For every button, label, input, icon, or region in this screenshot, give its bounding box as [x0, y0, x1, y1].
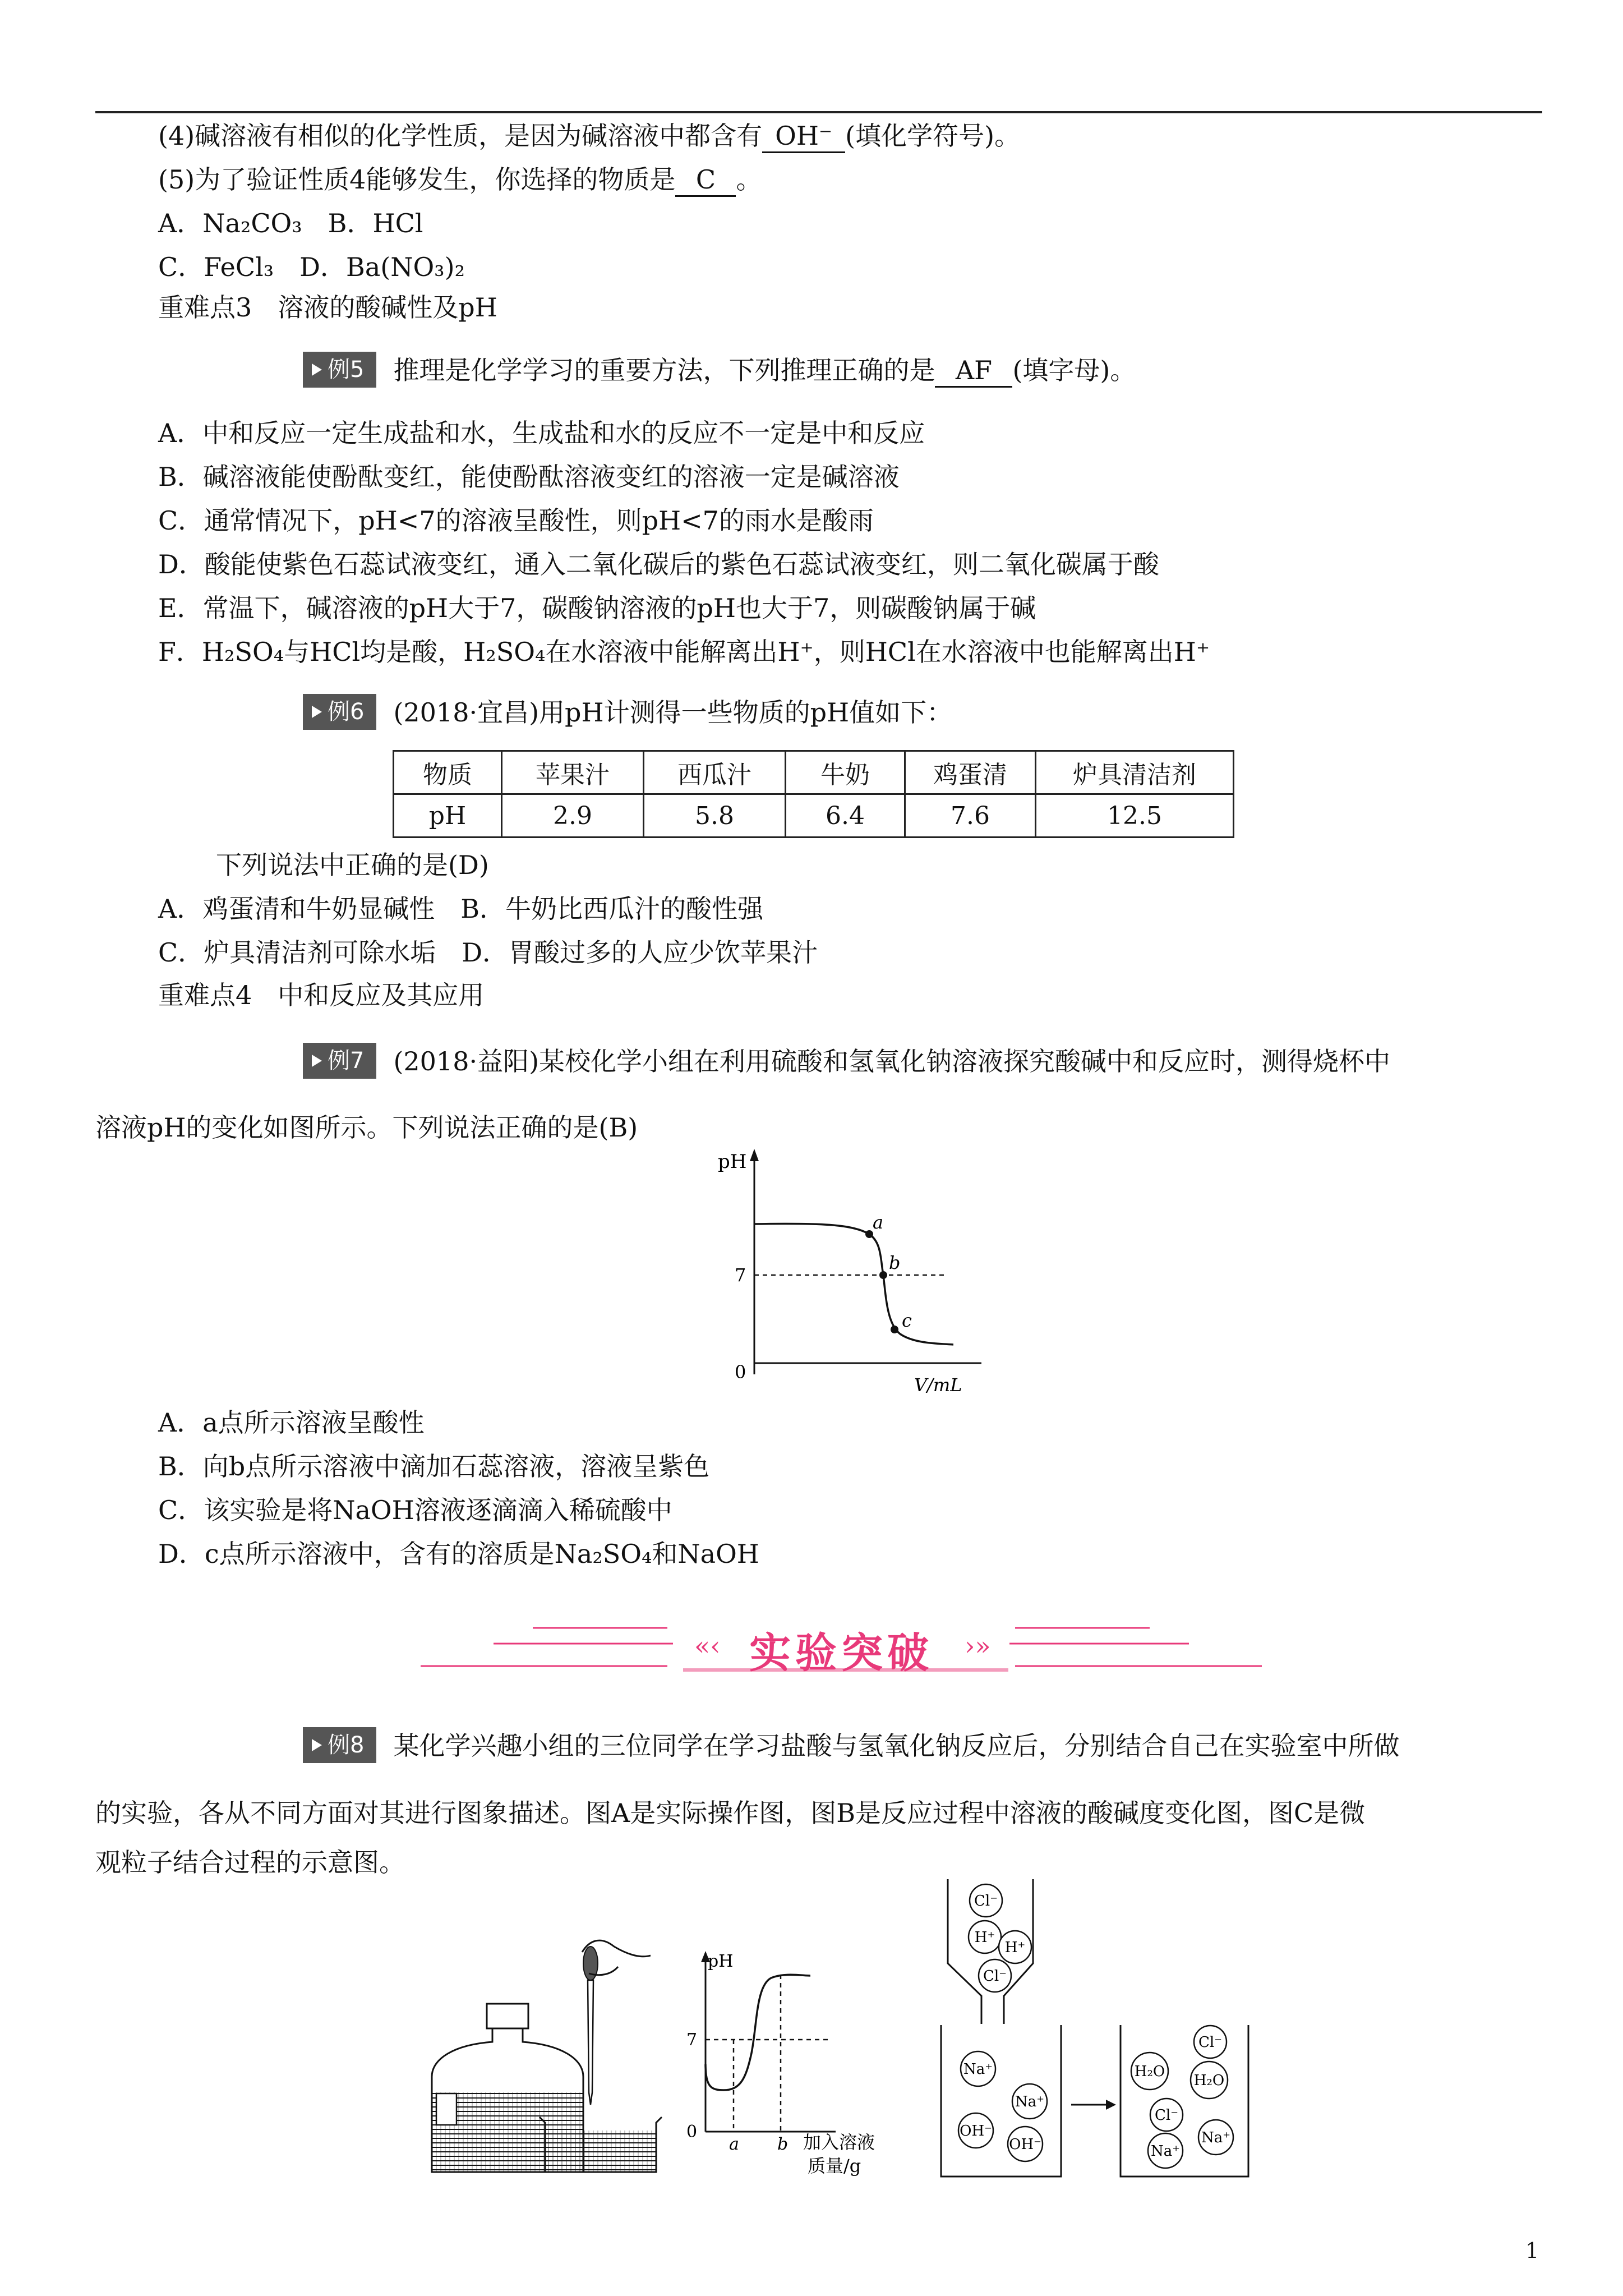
point-a	[865, 1230, 873, 1238]
beaker-liquid	[545, 2131, 656, 2172]
y-axis-arrow	[750, 1149, 759, 1161]
table-cell: 苹果汁	[502, 751, 644, 794]
svg-text:«‹: «‹	[694, 1631, 721, 1661]
ex6-question: 下列说法中正确的是(D)	[216, 850, 489, 880]
x-axis-label-1: 加入溶液	[803, 2132, 875, 2153]
table-cell: pH	[394, 794, 502, 838]
ex6-options-1: A．鸡蛋清和牛奶显碱性 B．牛奶比西瓜汁的酸性强	[158, 894, 764, 924]
header-rule	[95, 111, 1542, 113]
table-cell: 牛奶	[786, 751, 905, 794]
ion-label: Na⁺	[1151, 2143, 1180, 2160]
table-cell: 5.8	[644, 794, 786, 838]
y-axis-label: pH	[718, 1151, 747, 1173]
ex5-option-f: F．H₂SO₄与HCl均是酸，H₂SO₄在水溶液中能解离出H⁺，则HCl在水溶液中也能解离出H⁺	[158, 637, 1210, 667]
ex7-option-a: A．a点所示溶液呈酸性	[158, 1407, 425, 1438]
table-cell: 2.9	[502, 794, 644, 838]
ion-label: Na⁺	[1201, 2129, 1230, 2146]
ion-label: Cl⁻	[1198, 2034, 1222, 2051]
ex7-option-d: D．c点所示溶液中，含有的溶质是Na₂SO₄和NaOH	[158, 1539, 759, 1569]
table-row	[394, 751, 1234, 794]
ion-label: H⁺	[1004, 1939, 1026, 1956]
answer-blank-4: OH⁻	[762, 120, 845, 153]
ex5-option-a: A．中和反应一定生成盐和水，生成盐和水的反应不一定是中和反应	[158, 418, 925, 448]
example-8-line2: 的实验，各从不同方面对其进行图象描述。图A是实际操作图，图B是反应过程中溶液的酸碱度变化图，图C是微	[95, 1798, 1366, 1828]
reaction-arrow-head	[1106, 2100, 1116, 2110]
y-tick-7: 7	[686, 2030, 698, 2050]
ph-table	[393, 750, 1234, 838]
example-5-tag: 例5	[303, 352, 376, 388]
example-8-stem: 例8 某化学兴趣小组的三位同学在学习盐酸与氢氧化钠反应后，分别结合自己在实验室中所做	[303, 1729, 1399, 1765]
example-8-line3: 观粒子结合过程的示意图。	[95, 1847, 405, 1878]
ex5-option-c: C．通常情况下，pH<7的溶液呈酸性，则pH<7的雨水是酸雨	[158, 505, 874, 536]
question-4: (4)碱溶液有相似的化学性质，是因为碱溶液中都含有 OH⁻ (填化学符号)。	[158, 119, 1020, 153]
table-cell: 12.5	[1036, 794, 1234, 838]
question-5: (5)为了验证性质4能够发生，你选择的物质是 C 。	[158, 163, 762, 197]
answer-blank-5: C	[675, 164, 736, 197]
example-7-stem-2: 溶液pH的变化如图所示。下列说法正确的是(B)	[95, 1112, 638, 1143]
ex6-options-2: C．炉具清洁剂可除水垢 D．胃酸过多的人应少饮苹果汁	[158, 937, 818, 968]
ex5-option-e: E．常温下，碱溶液的pH大于7，碳酸钠溶液的pH也大于7，则碳酸钠属于碱	[158, 593, 1036, 623]
experiment-banner	[421, 1616, 1262, 1677]
point-c	[891, 1326, 898, 1333]
ion-label: Cl⁻	[974, 1893, 998, 1910]
origin-label: 0	[686, 2122, 698, 2142]
banner-title: 实验突破	[749, 1629, 933, 1677]
dropper-icon	[588, 1980, 593, 2105]
example-6-tag: 例6	[303, 694, 376, 730]
ion-label: Cl⁻	[983, 1968, 1007, 1985]
origin-label: 0	[735, 1361, 746, 1383]
ion-label: OH⁻	[960, 2123, 992, 2139]
x-tick-b: b	[777, 2134, 789, 2154]
x-axis-label-2: 质量/g	[808, 2155, 861, 2177]
molecule-label: H₂O	[1134, 2063, 1165, 2080]
ion-label: OH⁻	[1009, 2136, 1041, 2153]
x-axis-label: V/mL	[914, 1374, 962, 1396]
figure-c-particle-diagram	[931, 1874, 1312, 2188]
answer-blank-ex5: AF	[935, 355, 1012, 388]
table-cell: 物质	[394, 751, 502, 794]
table-cell: 7.6	[905, 794, 1036, 838]
ion-label: Na⁺	[1015, 2093, 1044, 2110]
ex5-option-d: D．酸能使紫色石蕊试液变红，通入二氧化碳后的紫色石蕊试液变红，则二氧化碳属于酸	[158, 549, 1159, 579]
example-8-tag: 例8	[303, 1727, 376, 1763]
bottle-stopper	[487, 2004, 528, 2028]
q5-options-1: A．Na₂CO₃ B．HCl	[158, 208, 423, 238]
x-tick-a: a	[729, 2134, 739, 2154]
ph-curve-graph	[707, 1144, 998, 1397]
page-number: 1	[1525, 2238, 1539, 2263]
table-cell: 西瓜汁	[644, 751, 786, 794]
ex7-option-c: C．该实验是将NaOH溶液逐滴滴入稀硫酸中	[158, 1495, 672, 1525]
point-a-label: a	[873, 1212, 884, 1233]
ex5-option-b: B．碱溶液能使酚酞变红，能使酚酞溶液变红的溶液一定是碱溶液	[158, 462, 900, 492]
section-heading-3: 重难点3 溶液的酸碱性及pH	[158, 292, 497, 323]
figure-b-ph-graph	[673, 1947, 920, 2182]
ph-curve	[706, 1975, 810, 2090]
ion-label: Cl⁻	[1155, 2107, 1178, 2124]
beaker-after	[1121, 2025, 1248, 2177]
svg-text:›»: ›»	[965, 1631, 991, 1661]
table-row	[394, 794, 1234, 838]
table-cell: 6.4	[786, 794, 905, 838]
y-axis-label: pH	[708, 1952, 734, 1971]
ph-curve	[754, 1223, 953, 1345]
example-6-stem: 例6 (2018·宜昌)用pH计测得一些物质的pH值如下：	[303, 696, 952, 732]
table-cell: 炉具清洁剂	[1036, 751, 1234, 794]
point-b	[879, 1271, 887, 1279]
example-5-stem: 例5 推理是化学学习的重要方法，下列推理正确的是 AF (填字母)。	[303, 353, 1136, 390]
point-c-label: c	[902, 1310, 912, 1331]
q5-options-2: C．FeCl₃ D．Ba(NO₃)₂	[158, 252, 465, 282]
ion-label: Na⁺	[963, 2061, 993, 2078]
example-7-stem: 例7 (2018·益阳)某校化学小组在利用硫酸和氢氧化钠溶液探究酸碱中和反应时，测得烧杯中	[303, 1045, 1390, 1081]
ion-label: H⁺	[974, 1929, 995, 1946]
molecule-label: H₂O	[1193, 2072, 1225, 2089]
bottle-label	[436, 2093, 457, 2125]
section-heading-4: 重难点4 中和反应及其应用	[158, 980, 485, 1010]
y-tick-7: 7	[735, 1264, 746, 1286]
ex7-option-b: B．向b点所示溶液中滴加石蕊溶液，溶液呈紫色	[158, 1451, 710, 1481]
point-b-label: b	[889, 1252, 901, 1273]
figure-a-apparatus	[421, 1930, 690, 2177]
example-7-tag: 例7	[303, 1043, 376, 1079]
table-cell: 鸡蛋清	[905, 751, 1036, 794]
